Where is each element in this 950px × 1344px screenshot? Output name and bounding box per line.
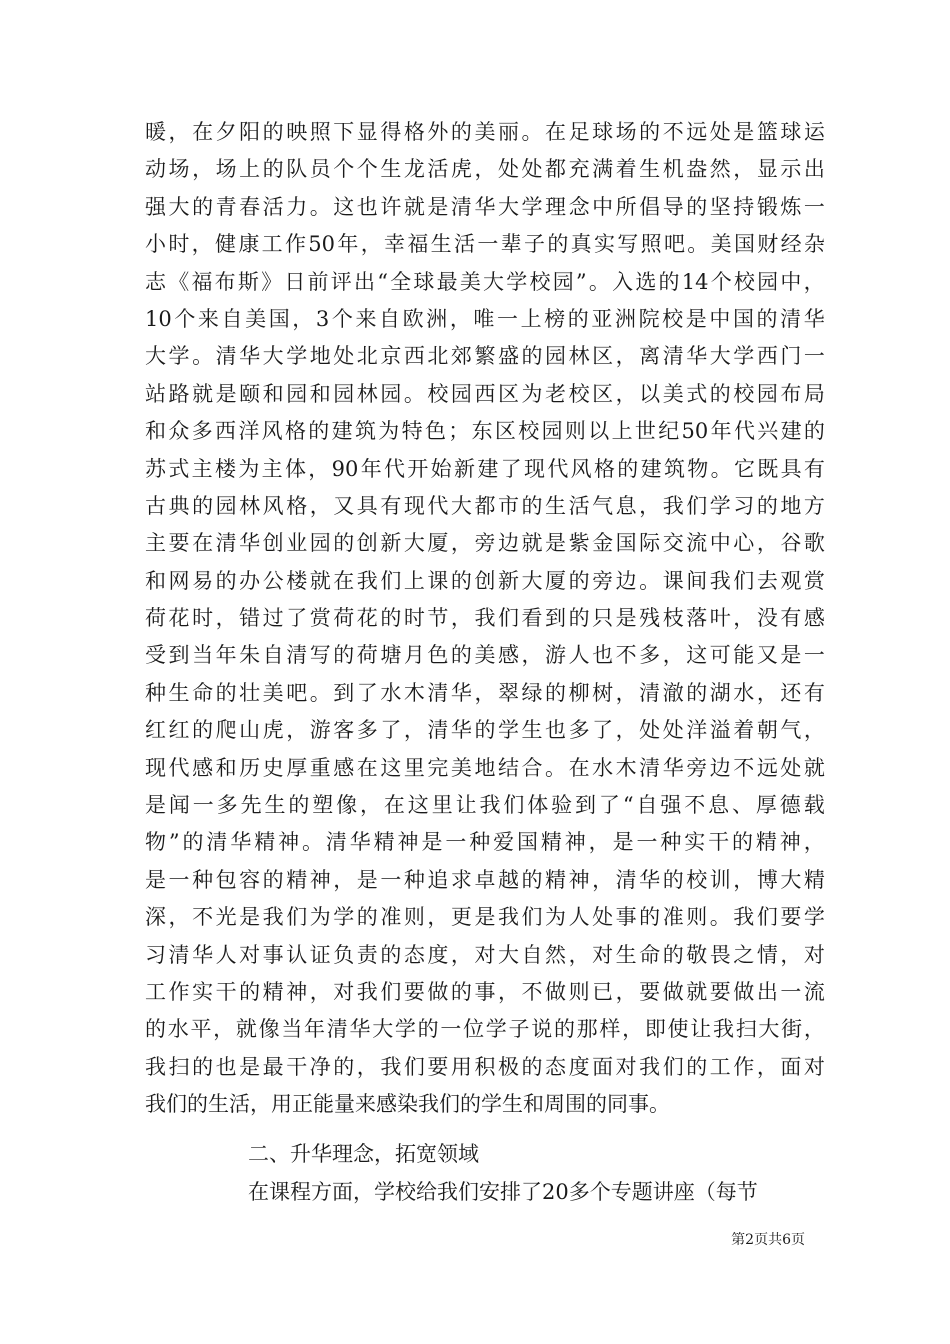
text-line: 志 《 福 布 斯 》 日 前 评 出 “ 全 球 最 美 大 学 校 园 ” 。 入 选 的 14 个 校 园 中 ， bbox=[145, 269, 825, 294]
text-line: 习 清 华 人 对 事 认 证 负 责 的 态 度 ， 对 大 自 然 ， 对 生 命 的 敬 畏 之 情 ， 对 bbox=[145, 942, 825, 967]
text-line: 暖 ， 在 夕 阳 的 映 照 下 显 得 格 外 的 美 丽 。 在 足 球 场 的 不 远 处 是 篮 球 运 bbox=[145, 120, 825, 144]
paragraph-start: 在课程方面，学校给我们安排了20多个专题讲座（每节 bbox=[248, 1180, 758, 1204]
text-line: 我们的生活，用正能量来感染我们的学生和周围的同事。 bbox=[145, 1092, 670, 1117]
text-line: 种 生 命 的 壮 美 吧 。 到 了 水 木 清 华 ， 翠 绿 的 柳 树 ， 清 澈 的 湖 水 ， 还 有 bbox=[145, 680, 825, 705]
text-line: 的 水 平 ， 就 像 当 年 清 华 大 学 的 一 位 学 子 说 的 那 样 ， 即 使 让 我 扫 大 街 ， bbox=[145, 1017, 825, 1042]
body-text bbox=[145, 114, 825, 1124]
text-line: 10 个 来 自 美 国 ， 3 个 来 自 欧 洲 ， 唯 一 上 榜 的 亚 洲 院 校 是 中 国 的 清 华 bbox=[145, 306, 825, 331]
text-line: 是 一 种 包 容 的 精 神 ， 是 一 种 追 求 卓 越 的 精 神 ， 清 华 的 校 训 ， 博 大 精 bbox=[145, 867, 825, 892]
text-line: 主 要 在 清 华 创 业 园 的 创 新 大 厦 ， 旁 边 就 是 紫 金 国 际 交 流 中 心 ， 谷 歌 bbox=[145, 531, 825, 556]
text-line: 受 到 当 年 朱 自 清 写 的 荷 塘 月 色 的 美 感 ， 游 人 也 不 多 ， 这 可 能 又 是 一 bbox=[145, 643, 825, 668]
text-line: 小 时 ， 健 康 工 作 50 年 ， 幸 福 生 活 一 辈 子 的 真 实 写 照 吧 。 美 国 财 经 杂 bbox=[145, 232, 825, 257]
text-line: 红 红 的 爬 山 虎 ， 游 客 多 了 ， 清 华 的 学 生 也 多 了 ， 处 处 洋 溢 着 朝 气 ， bbox=[145, 718, 825, 743]
text-line: 荷 花 时 ， 错 过 了 赏 荷 花 的 时 节 ， 我 们 看 到 的 只 是 残 枝 落 叶 ， 没 有 感 bbox=[145, 606, 825, 631]
text-line: 强 大 的 青 春 活 力 。 这 也 许 就 是 清 华 大 学 理 念 中 所 倡 导 的 坚 持 锻 炼 一 bbox=[145, 194, 825, 219]
page-footer: 第2页共6页 bbox=[731, 1232, 805, 1248]
text-line: 工 作 实 干 的 精 神 ， 对 我 们 要 做 的 事 ， 不 做 则 已 ， 要 做 就 要 做 出 一 流 bbox=[145, 979, 825, 1004]
text-line: 苏 式 主 楼 为 主 体 ， 90 年 代 开 始 新 建 了 现 代 风 格 的 建 筑 物 。 它 既 具 有 bbox=[145, 456, 825, 481]
text-line: 现 代 感 和 历 史 厚 重 感 在 这 里 完 美 地 结 合 。 在 水 木 清 华 旁 边 不 远 处 就 bbox=[145, 755, 825, 780]
text-line: 是 闻 一 多 先 生 的 塑 像 ， 在 这 里 让 我 们 体 验 到 了 “ 自 强 不 息 、 厚 德 载 bbox=[145, 793, 825, 818]
section-heading: 二、升华理念，拓宽领域 bbox=[248, 1142, 479, 1166]
text-line: 大 学 。 清 华 大 学 地 处 北 京 西 北 郊 繁 盛 的 园 林 区 ， 离 清 华 大 学 西 门 一 bbox=[145, 344, 825, 369]
text-line: 和 网 易 的 办 公 楼 就 在 我 们 上 课 的 创 新 大 厦 的 旁 边 。 课 间 我 们 去 观 赏 bbox=[145, 568, 825, 593]
text-line: 动 场 ， 场 上 的 队 员 个 个 生 龙 活 虎 ， 处 处 都 充 满 着 生 机 盎 然 ， 显 示 出 bbox=[145, 157, 825, 182]
text-line: 站 路 就 是 颐 和 园 和 园 林 园 。 校 园 西 区 为 老 校 区 ， 以 美 式 的 校 园 布 局 bbox=[145, 381, 825, 406]
text-line: 深 ， 不 光 是 我 们 为 学 的 准 则 ， 更 是 我 们 为 人 处 事 的 准 则 。 我 们 要 学 bbox=[145, 905, 825, 930]
text-line: 和 众 多 西 洋 风 格 的 建 筑 为 特 色 ； 东 区 校 园 则 以 上 世 纪 50 年 代 兴 建 的 bbox=[145, 419, 825, 444]
text-line: 古 典 的 园 林 风 格 ， 又 具 有 现 代 大 都 市 的 生 活 气 息 ， 我 们 学 习 的 地 方 bbox=[145, 493, 825, 518]
text-line: 物 ” 的 清 华 精 神 。 清 华 精 神 是 一 种 爱 国 精 神 ， 是 一 种 实 干 的 精 神 ， bbox=[145, 830, 825, 855]
text-line: 我 扫 的 也 是 最 干 净 的 ， 我 们 要 用 积 极 的 态 度 面 对 我 们 的 工 作 ， 面 对 bbox=[145, 1054, 825, 1079]
